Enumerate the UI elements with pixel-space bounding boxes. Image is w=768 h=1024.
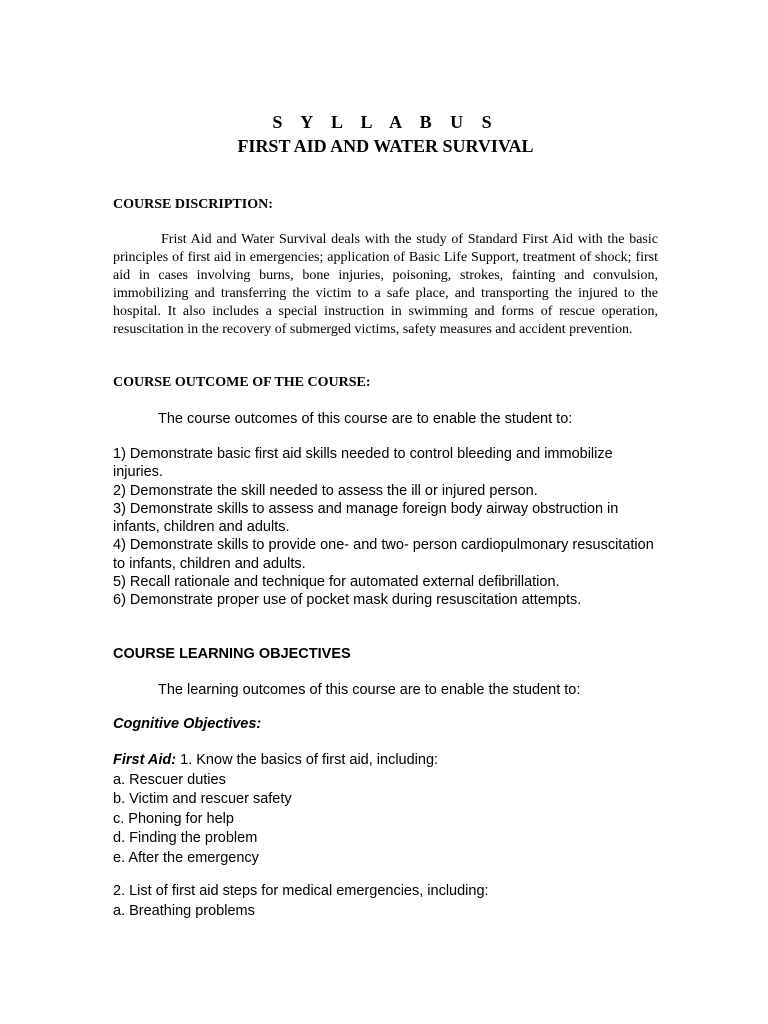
- first-aid-label: First Aid:: [113, 752, 177, 768]
- list-item: c. Phoning for help: [113, 810, 234, 827]
- item1-text: 1. Know the basics of first aid, including:: [176, 752, 439, 768]
- list-item: b. Victim and rescuer safety: [113, 791, 292, 807]
- list-item: [113, 751, 658, 771]
- list-item: d. Finding the problem: [113, 830, 258, 846]
- first-aid-list-2: [113, 882, 658, 921]
- list-item: 2) Demonstrate the skill needed to assess the ill or injured person.: [113, 482, 538, 499]
- first-aid-list-1: [113, 751, 658, 868]
- syllabus-title: S Y L L A B U S: [272, 112, 499, 132]
- description-paragraph: Frist Aid and Water Survival deals with the study of Standard First Aid with the basic principles of first aid in emergencies; application of Basic Life Support, treatment of shock; first aid in cases involving burns, bone injuries, poisoning, strokes, fainting and convulsion, immobilizing and transferring the victim to a safe place, and transporting the injured to the hospital. It also includes a special instruction in swimming and forms of rescue operation, resuscitation in the recovery of submerged victims, safety measures and accident prevention.: [113, 232, 658, 337]
- list-item: 2. List of first aid steps for medical emergencies, including:: [113, 883, 489, 899]
- list-item: 3) Demonstrate skills to assess and manage foreign body airway obstruction in infants, children and adults.: [113, 500, 619, 536]
- cognitive-heading: Cognitive Objectives:: [113, 716, 262, 732]
- objectives-heading: COURSE LEARNING OBJECTIVES: [113, 646, 351, 662]
- outcome-intro: The course outcomes of this course are to enable the student to:: [158, 411, 573, 427]
- list-item: 5) Recall rationale and technique for automated external defibrillation.: [113, 574, 560, 591]
- title-block: [113, 110, 658, 158]
- list-item: 1) Demonstrate basic first aid skills needed to control bleeding and immobilize injuries.: [113, 446, 613, 481]
- course-title: FIRST AID AND WATER SURVIVAL: [237, 136, 534, 156]
- list-item: 6) Demonstrate proper use of pocket mask during resuscitation attempts.: [113, 592, 582, 609]
- list-item: a. Rescuer duties: [113, 771, 226, 788]
- list-item: 4) Demonstrate skills to provide one- and two- person cardiopulmonary resuscitation to infants, children and adults.: [113, 537, 654, 572]
- list-item: a. Breathing problems: [113, 902, 255, 919]
- list-item: e. After the emergency: [113, 849, 259, 866]
- outcome-list: [113, 445, 658, 610]
- objectives-intro: The learning outcomes of this course are to enable the student to:: [158, 682, 581, 698]
- description-heading: COURSE DISCRIPTION:: [113, 197, 273, 212]
- outcome-heading: COURSE OUTCOME OF THE COURSE:: [113, 375, 371, 390]
